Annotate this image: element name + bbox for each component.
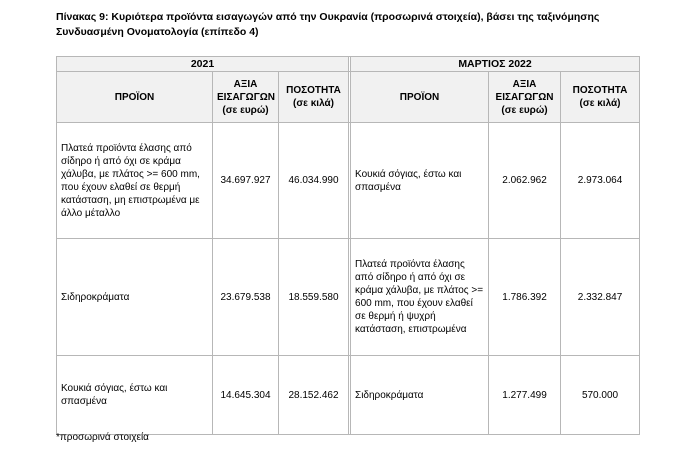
quantity-cell: 2.973.064 xyxy=(561,123,640,239)
column-header-row xyxy=(57,72,640,123)
table-row xyxy=(57,356,640,435)
quantity-header-left: ΠΟΣΟΤΗΤΑ (σε κιλά) xyxy=(279,72,349,123)
value-header-right: ΑΞΙΑ ΕΙΣΑΓΩΓΩΝ (σε ευρώ) xyxy=(489,72,561,123)
quantity-header-right: ΠΟΣΟΤΗΤΑ (σε κιλά) xyxy=(561,72,640,123)
table-row xyxy=(57,239,640,356)
table-caption: Πίνακας 9: Κυριότερα προϊόντα εισαγωγών από την Ουκρανία (προσωρινά στοιχεία), βάσει της ταξινόμησης Συνδυασμένη Ονοματολογία (επίπεδο 4) xyxy=(56,11,600,38)
footnote: *προσωρινά στοιχεία xyxy=(56,432,149,443)
product-header-right: ΠΡΟΪΟΝ xyxy=(351,72,489,123)
value-header-left: ΑΞΙΑ ΕΙΣΑΓΩΓΩΝ (σε ευρώ) xyxy=(213,72,279,123)
quantity-cell: 2.332.847 xyxy=(561,239,640,356)
value-cell: 14.645.304 xyxy=(213,356,279,435)
value-cell: 23.679.538 xyxy=(213,239,279,356)
product-cell: Κουκιά σόγιας, έστω και σπασμένα xyxy=(57,356,213,435)
value-cell: 1.277.499 xyxy=(489,356,561,435)
value-cell: 2.062.962 xyxy=(489,123,561,239)
value-cell: 1.786.392 xyxy=(489,239,561,356)
imports-table xyxy=(56,56,640,435)
table-row xyxy=(57,123,640,239)
period-header-row xyxy=(57,57,640,72)
product-cell: Κουκιά σόγιας, έστω και σπασμένα xyxy=(351,123,489,239)
quantity-cell: 28.152.462 xyxy=(279,356,349,435)
period-march-2022-header: ΜΑΡΤΙΟΣ 2022 xyxy=(351,57,640,72)
quantity-cell: 18.559.580 xyxy=(279,239,349,356)
value-cell: 34.697.927 xyxy=(213,123,279,239)
product-cell: Πλατεά προϊόντα έλασης από σίδηρο ή από όχι σε κράμα χάλυβα, με πλάτος >= 600 mm, που έχουν ελαθεί σε θερμή κατάσταση, μη επιστρωμένα με άλλο μέταλλο xyxy=(57,123,213,239)
product-header-left: ΠΡΟΪΟΝ xyxy=(57,72,213,123)
product-cell: Πλατεά προϊόντα έλασης από σίδηρο ή από όχι σε κράμα χάλυβα, με πλάτος >= 600 mm, που έχουν ελαθεί σε θερμή ή ψυχρή κατάσταση, επιστρωμένα xyxy=(351,239,489,356)
product-cell: Σιδηροκράματα xyxy=(57,239,213,356)
quantity-cell: 570.000 xyxy=(561,356,640,435)
period-2021-header: 2021 xyxy=(57,57,349,72)
quantity-cell: 46.034.990 xyxy=(279,123,349,239)
product-cell: Σιδηροκράματα xyxy=(351,356,489,435)
